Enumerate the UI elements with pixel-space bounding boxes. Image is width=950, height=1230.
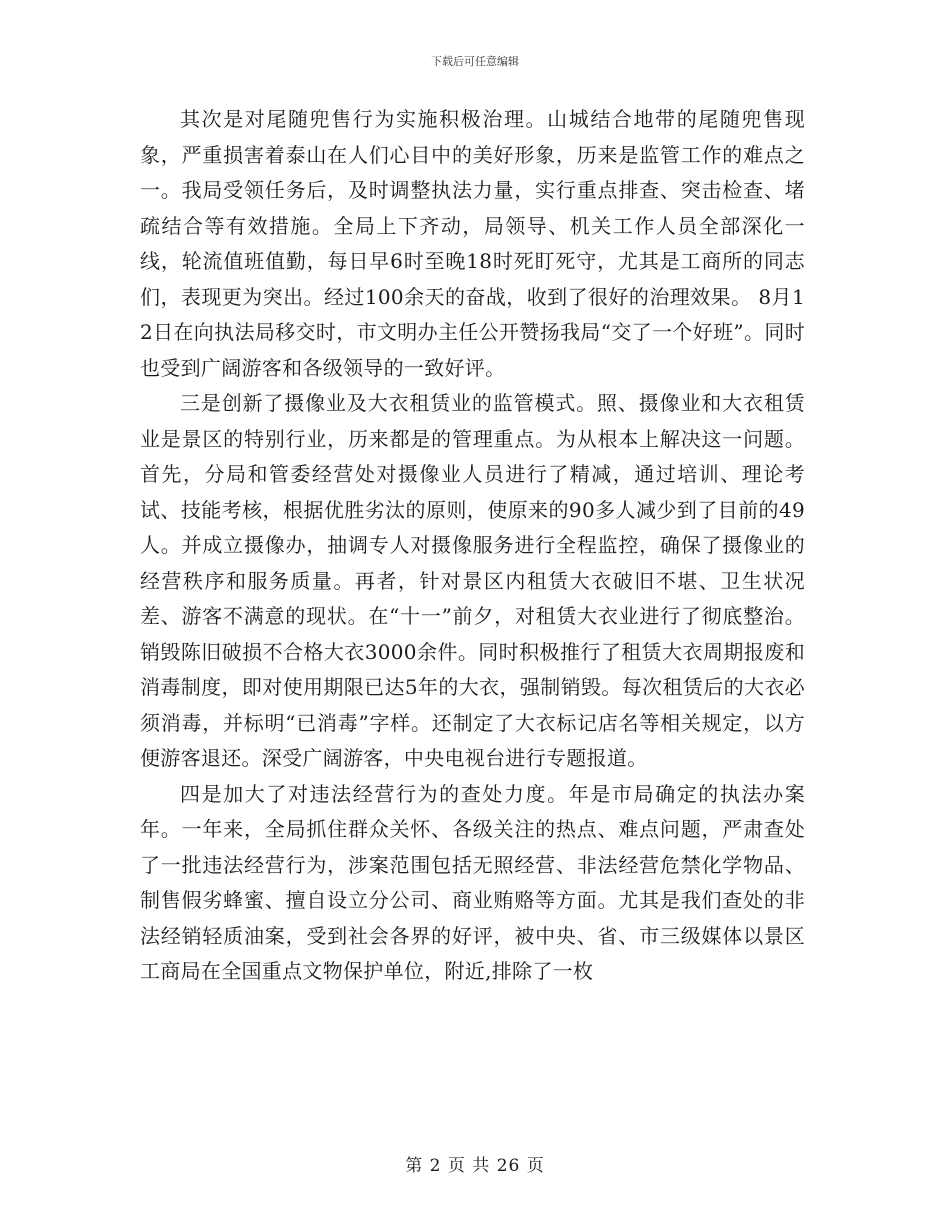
- paragraph-2: 三是创新了摄像业及大衣租赁业的监管模式。照、摄像业和大衣租赁业是景区的特别行业，历来都是的管理重点。为从根本上解决这一问题。首先，分局和管委经营处对摄像业人员进行了精减，通过培训、理论考试、技能考核，根据优胜劣汰的原则，使原来的90多人减少到了目前的49人。并成立摄像办，抽调专人对摄像服务进行全程监控，确保了摄像业的经营秩序和服务质量。再者，针对景区内租赁大衣破旧不堪、卫生状况差、游客不满意的现状。在“十一”前夕，对租赁大衣业进行了彻底整治。销毁陈旧破损不合格大衣3000余件。同时积极推行了租赁大衣周期报废和消毒制度，即对使用期限已达5年的大衣，强制销毁。每次租赁后的大衣必须消毒，并标明“已消毒”字样。还制定了大衣标记店名等相关规定，以方便游客退还。深受广阔游客，中央电视台进行专题报道。: [140, 391, 805, 770]
- document-body: [140, 102, 805, 990]
- paragraph-1: 其次是对尾随兜售行为实施积极治理。山城结合地带的尾随兜售现象，严重损害着泰山在人们心目中的美好形象，历来是监管工作的难点之一。我局受领任务后，及时调整执法力量，实行重点排查、突击检查、堵疏结合等有效措施。全局上下齐动，局领导、机关工作人员全部深化一线，轮流值班值勤，每日早6时至晚18时死盯死守，尤其是工商所的同志们，表现更为突出。经过100余天的奋战，收到了很好的治理效果。 8月12日在向执法局移交时，市文明办主任公开赞扬我局“交了一个好班”。同时也受到广阔游客和各级领导的一致好评。: [140, 107, 805, 380]
- paragraph-3: 四是加大了对违法经营行为的查处力度。年是市局确定的执法办案年。一年来，全局抓住群众关怀、各级关注的热点、难点问题，严肃查处了一批违法经营行为，涉案范围包括无照经营、非法经营危禁化学物品、制售假劣蜂蜜、擅自设立分公司、商业贿赂等方面。尤其是我们查处的非法经销轻质油案，受到社会各界的好评，被中央、省、市三级媒体以景区工商局在全国重点文物保护单位，附近,排除了一枚: [140, 781, 805, 983]
- page-number-footer: 第 2 页 共 26 页: [405, 1156, 545, 1176]
- page-header: 下载后可任意编辑: [431, 55, 519, 68]
